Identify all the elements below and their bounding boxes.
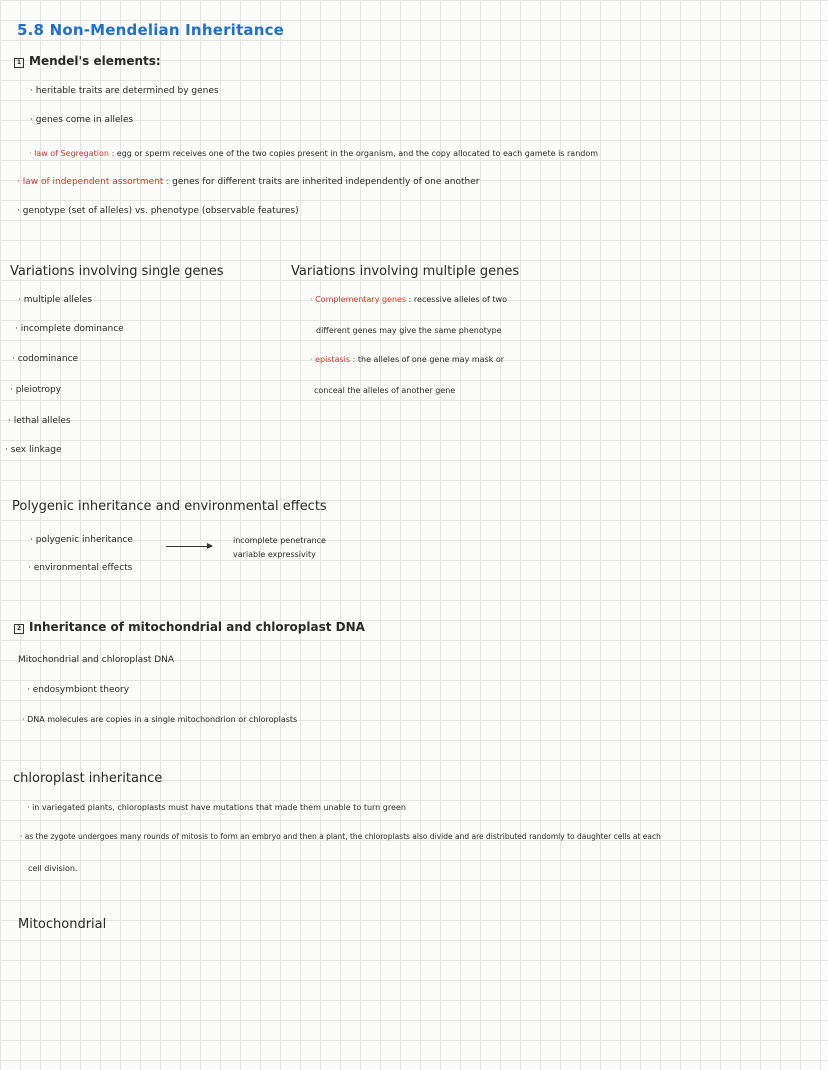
complementary-term: · Complementary genes [310,295,407,304]
law-segregation-text: egg or sperm receives one of the two copies present in the organism, and the copy allocated to each gamete is random [114,149,599,158]
epistasis [310,356,504,364]
section-number-box: 1 [14,58,24,68]
page-title: 5.8 Non-Mendelian Inheritance [17,21,285,39]
list-item: · endosymbiont theory [27,685,130,695]
law-segregation-term: · law of Segregation : [29,149,115,158]
list-item: · heritable traits are determined by genes [30,86,219,96]
list-item: · genes come in alleles [30,115,134,125]
list-item: · environmental effects [28,563,133,573]
list-item: · polygenic inheritance [30,535,133,545]
penetrance-text: incomplete penetrance [233,536,326,545]
section-number-box: 2 [14,624,24,634]
section2-subheading: Mitochondrial and chloroplast DNA [18,655,175,665]
mitochondrial-heading: Mitochondrial [18,917,107,932]
continuation-text: cell division. [28,864,78,873]
list-item: · codominance [12,354,79,364]
list-item: · sex linkage [5,445,62,455]
list-item: · as the zygote undergoes many rounds of mitosis to form an embryo and then a plant, the chloroplasts also divide and are distributed randomly to daughter cells at each [20,832,661,841]
expressivity-text: variable expressivity [233,550,316,559]
list-item: · incomplete dominance [15,324,124,334]
single-genes-heading: Variations involving single genes [10,264,224,279]
list-item: · lethal alleles [8,416,71,426]
complementary-line2: different genes may give the same phenotype [316,326,502,335]
law-independent-text: genes for different traits are inherited independently of one another [169,177,480,187]
epistasis-text: the alleles of one gene may mask or [355,355,505,364]
law-independent-term: · law of independent assortment : [17,177,170,187]
list-item: · multiple alleles [18,295,93,305]
complementary-genes [310,296,507,304]
arrow-icon [166,546,212,547]
multiple-genes-heading: Variations involving multiple genes [291,264,520,279]
polygenic-heading: Polygenic inheritance and environmental effects [12,499,327,514]
list-item: · genotype (set of alleles) vs. phenotype (observable features) [17,206,299,216]
list-item: · pleiotropy [10,385,62,395]
list-item [29,150,598,158]
list-item [17,178,479,187]
epistasis-line2: conceal the alleles of another gene [314,386,456,395]
list-item: · in variegated plants, chloroplasts must have mutations that made them unable to turn green [27,803,406,812]
epistasis-term: · epistasis : [310,355,356,364]
list-item: · DNA molecules are copies in a single mitochondrion or chloroplasts [22,715,298,724]
section2-heading [14,621,365,634]
complementary-text: : recessive alleles of two [406,295,507,304]
section1-heading-text: Mendel's elements: [29,54,161,68]
section1-heading [14,55,161,68]
chloroplast-heading: chloroplast inheritance [13,771,163,786]
section2-heading-text: Inheritance of mitochondrial and chloroplast DNA [29,620,365,634]
